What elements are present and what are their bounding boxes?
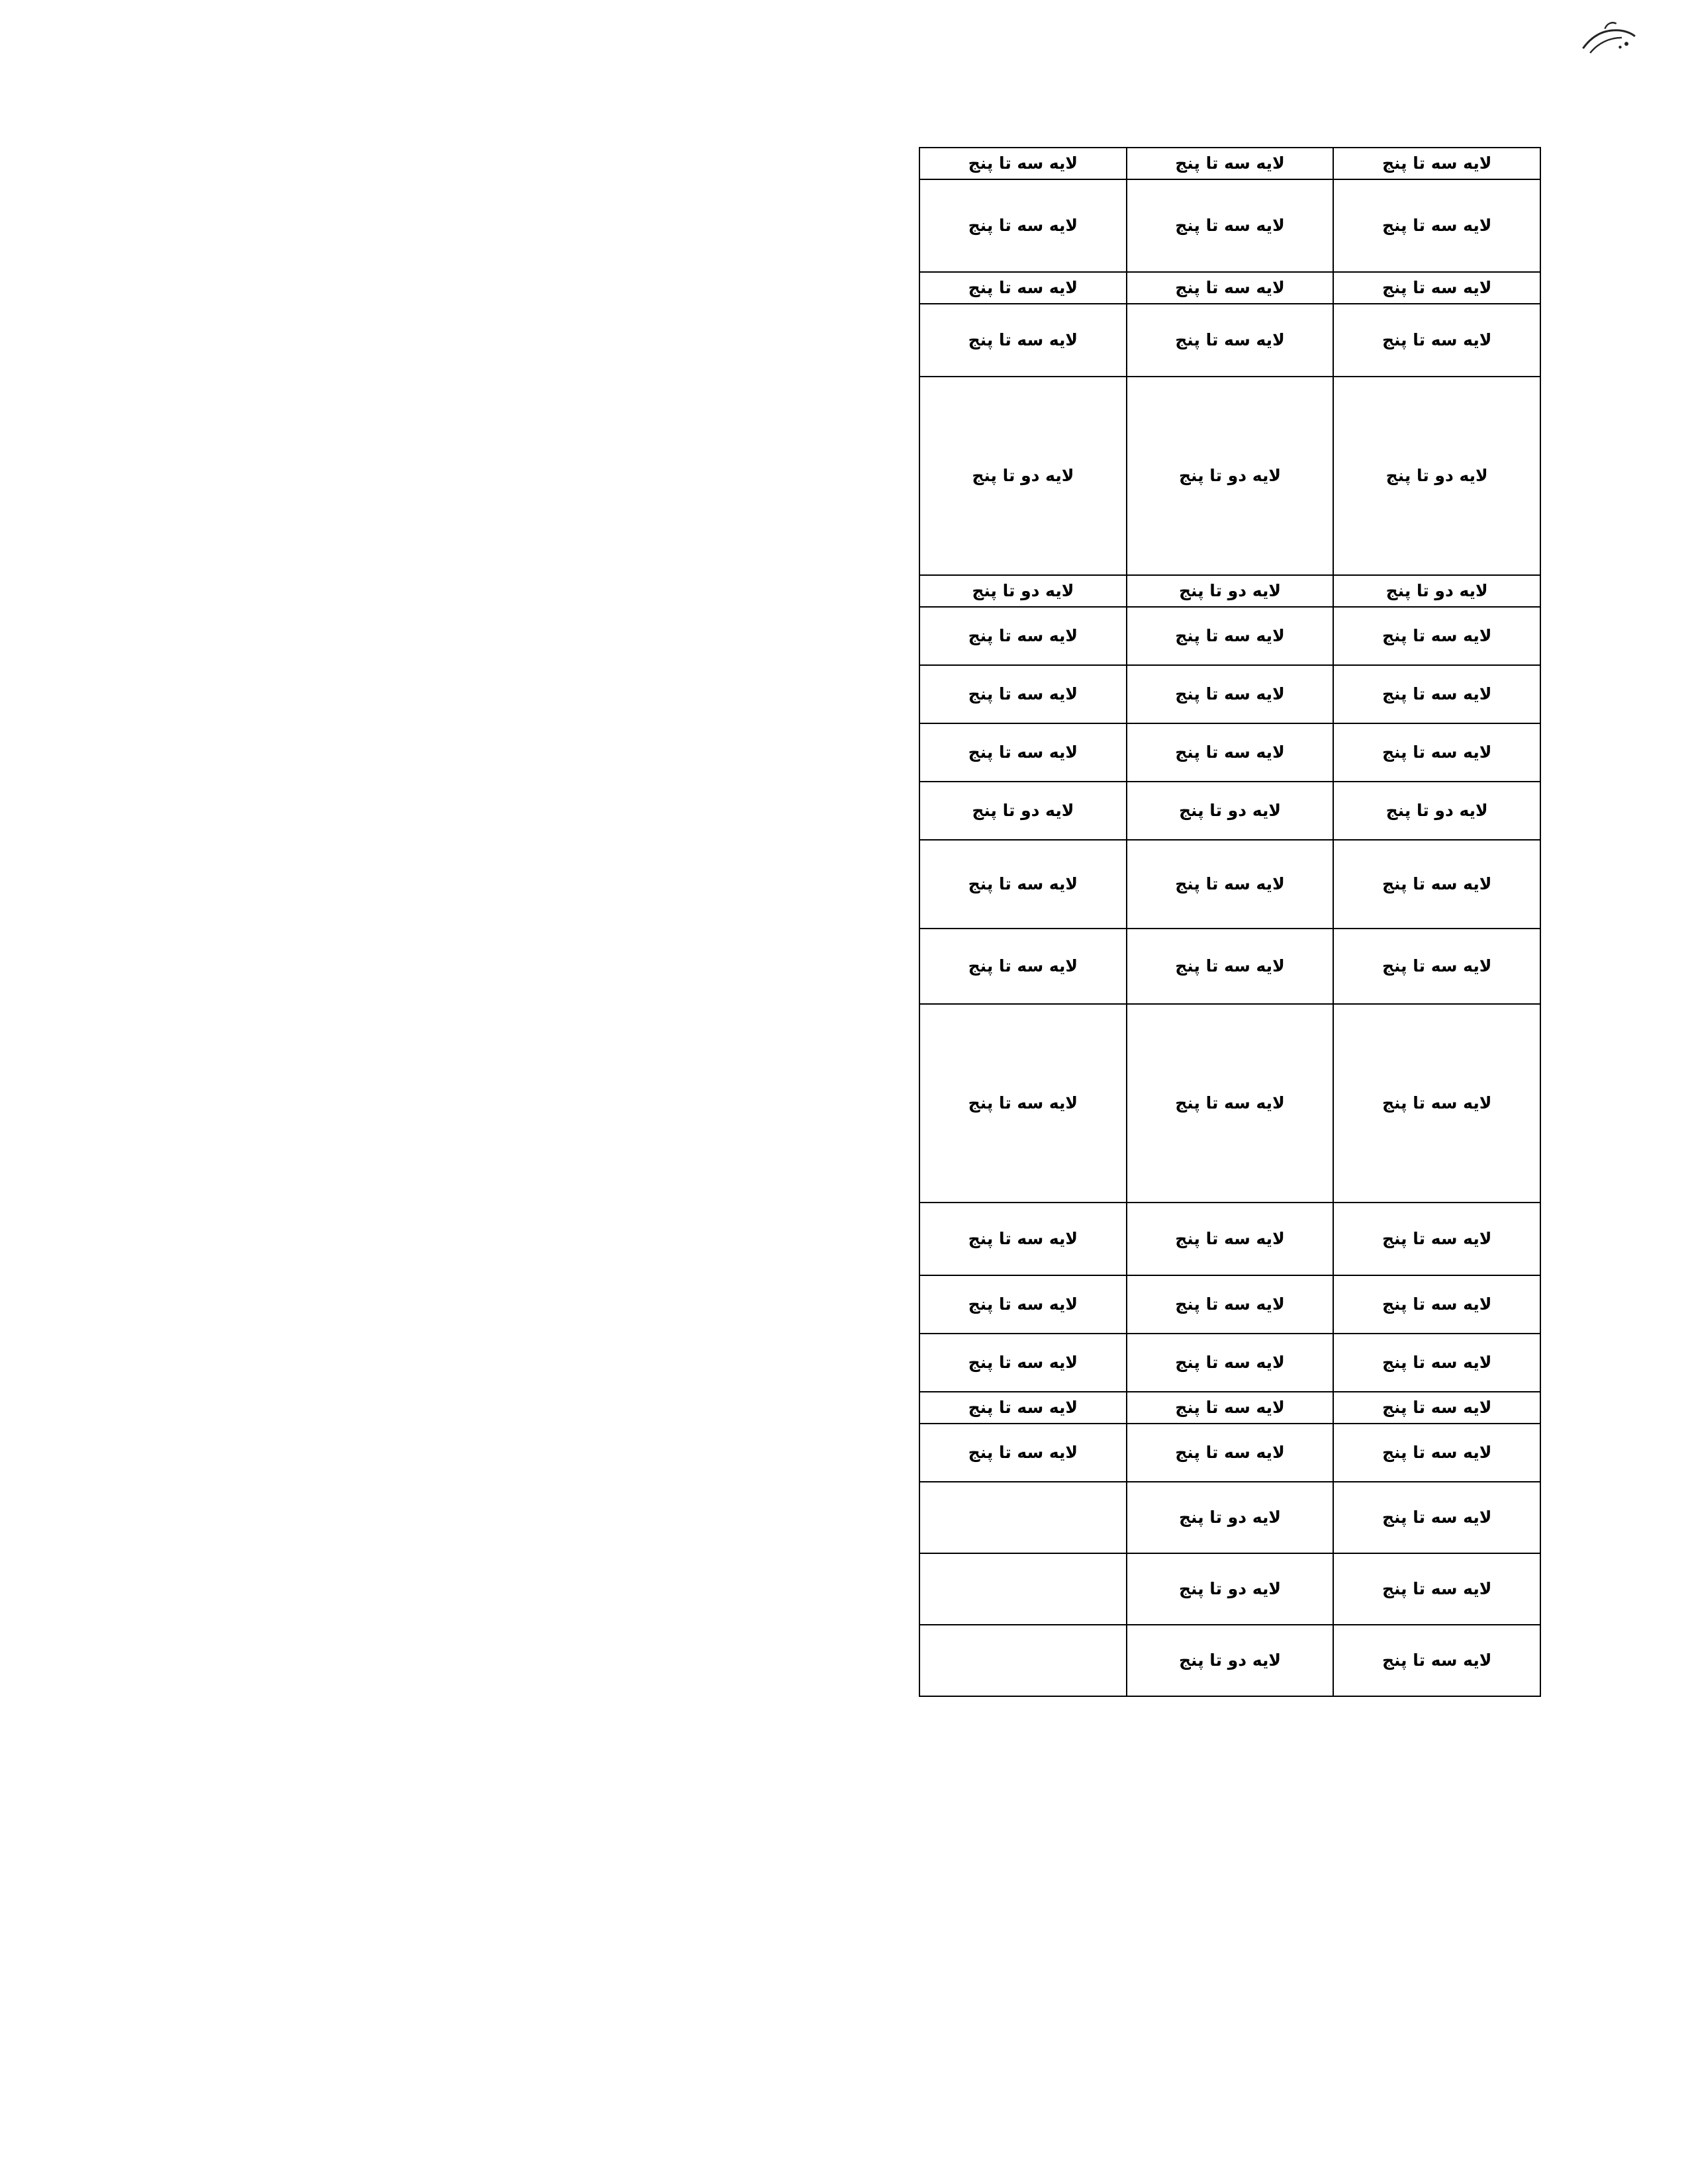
table-cell: لایه سه تا پنج (1127, 1275, 1334, 1334)
table-row (919, 1625, 1540, 1696)
table-cell: لایه سه تا پنج (1333, 148, 1540, 179)
table-cell: لایه سه تا پنج (919, 929, 1127, 1004)
table-cell: لایه سه تا پنج (1333, 1424, 1540, 1482)
university-logo-icon (1566, 8, 1651, 69)
table-cell: لایه سه تا پنج (919, 665, 1127, 723)
table-row (919, 1424, 1540, 1482)
table-cell: لایه دو تا پنج (1127, 575, 1334, 607)
table-cell: لایه سه تا پنج (1333, 607, 1540, 665)
table-cell: لایه سه تا پنج (1333, 1004, 1540, 1203)
table-cell: لایه دو تا پنج (919, 782, 1127, 840)
table-cell: لایه سه تا پنج (1333, 304, 1540, 377)
table-cell: لایه دو تا پنج (919, 575, 1127, 607)
table-row (919, 304, 1540, 377)
table-cell: لایه سه تا پنج (1127, 1334, 1334, 1392)
table-cell: لایه دو تا پنج (1333, 782, 1540, 840)
table-cell: لایه دو تا پنج (1127, 782, 1334, 840)
table-cell: لایه دو تا پنج (1333, 575, 1540, 607)
table-cell: لایه سه تا پنج (1333, 1392, 1540, 1424)
table-row (919, 179, 1540, 272)
table-cell: لایه سه تا پنج (1127, 272, 1334, 304)
table-cell: لایه دو تا پنج (1127, 1482, 1334, 1553)
table-cell: لایه سه تا پنج (1127, 148, 1334, 179)
table-cell: لایه سه تا پنج (1333, 1553, 1540, 1625)
table-cell: لایه سه تا پنج (919, 1203, 1127, 1275)
table-cell: لایه سه تا پنج (1127, 1392, 1334, 1424)
table-cell: لایه سه تا پنج (1127, 1203, 1334, 1275)
table-cell (919, 1553, 1127, 1625)
layers-table (919, 147, 1541, 1697)
table-cell: لایه سه تا پنج (919, 148, 1127, 179)
table-cell: لایه سه تا پنج (919, 1004, 1127, 1203)
table-row (919, 1482, 1540, 1553)
table-cell: لایه سه تا پنج (1127, 304, 1334, 377)
table-row (919, 1275, 1540, 1334)
table-cell: لایه سه تا پنج (1333, 929, 1540, 1004)
table-cell: لایه دو تا پنج (1127, 1553, 1334, 1625)
table-cell: لایه سه تا پنج (919, 272, 1127, 304)
table-row (919, 1392, 1540, 1424)
table-row (919, 575, 1540, 607)
layers-table-body (919, 148, 1540, 1696)
table-cell: لایه سه تا پنج (1333, 1275, 1540, 1334)
table-cell: لایه سه تا پنج (1127, 723, 1334, 782)
table-cell: لایه سه تا پنج (1333, 840, 1540, 929)
table-cell: لایه سه تا پنج (1127, 840, 1334, 929)
table-cell: لایه سه تا پنج (1127, 1424, 1334, 1482)
table-cell: لایه سه تا پنج (1127, 665, 1334, 723)
logo-mark-icon (1573, 13, 1644, 64)
table-row (919, 1334, 1540, 1392)
table-cell: لایه سه تا پنج (1333, 272, 1540, 304)
table-cell: لایه سه تا پنج (1333, 1625, 1540, 1696)
table-cell: لایه سه تا پنج (919, 179, 1127, 272)
table-row (919, 377, 1540, 575)
table-cell: لایه دو تا پنج (1127, 377, 1334, 575)
table-row (919, 665, 1540, 723)
table-row (919, 782, 1540, 840)
table-cell (919, 1625, 1127, 1696)
table-cell: لایه سه تا پنج (1333, 1203, 1540, 1275)
table-cell: لایه سه تا پنج (919, 840, 1127, 929)
table-cell: لایه دو تا پنج (919, 377, 1127, 575)
table-row (919, 1004, 1540, 1203)
table-row (919, 272, 1540, 304)
table-cell: لایه سه تا پنج (919, 304, 1127, 377)
table-row (919, 929, 1540, 1004)
table-cell: لایه سه تا پنج (1127, 607, 1334, 665)
table-cell: لایه سه تا پنج (1333, 1482, 1540, 1553)
table-cell: لایه سه تا پنج (1333, 1334, 1540, 1392)
table-cell: لایه دو تا پنج (1127, 1625, 1334, 1696)
table-row (919, 148, 1540, 179)
table-cell (919, 1482, 1127, 1553)
table-cell: لایه سه تا پنج (1127, 1004, 1334, 1203)
table-cell: لایه سه تا پنج (1333, 723, 1540, 782)
table-cell: لایه سه تا پنج (919, 723, 1127, 782)
table-cell: لایه سه تا پنج (919, 1424, 1127, 1482)
table-row (919, 1553, 1540, 1625)
table-row (919, 607, 1540, 665)
table-row (919, 723, 1540, 782)
layers-table-container (919, 147, 1520, 1697)
table-cell: لایه سه تا پنج (919, 1392, 1127, 1424)
table-cell: لایه دو تا پنج (1333, 377, 1540, 575)
table-cell: لایه سه تا پنج (1127, 929, 1334, 1004)
table-row (919, 1203, 1540, 1275)
table-cell: لایه سه تا پنج (919, 1334, 1127, 1392)
table-cell: لایه سه تا پنج (1127, 179, 1334, 272)
table-cell: لایه سه تا پنج (919, 607, 1127, 665)
table-cell: لایه سه تا پنج (919, 1275, 1127, 1334)
table-cell: لایه سه تا پنج (1333, 179, 1540, 272)
table-row (919, 840, 1540, 929)
table-cell: لایه سه تا پنج (1333, 665, 1540, 723)
